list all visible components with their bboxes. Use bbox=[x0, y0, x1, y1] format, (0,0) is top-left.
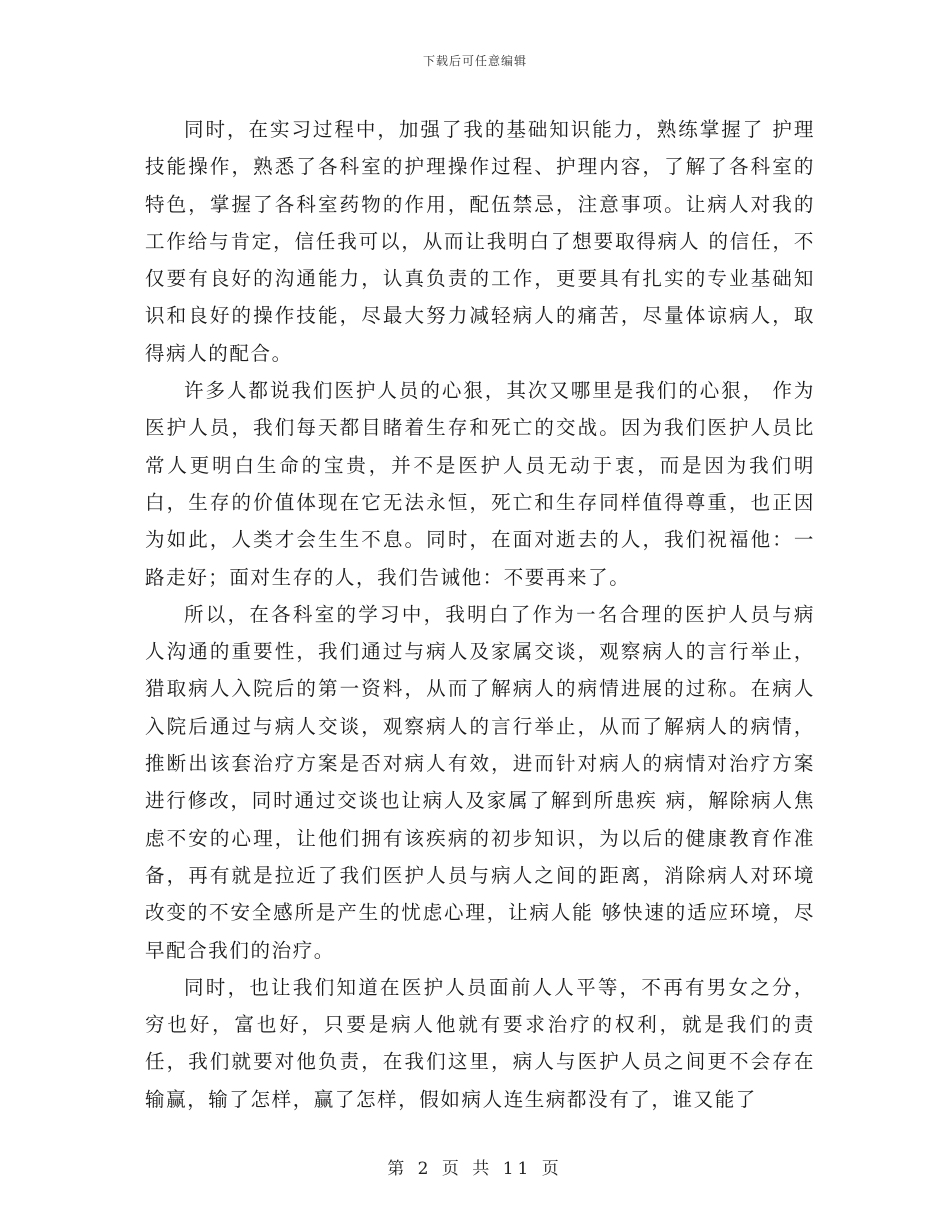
body-text bbox=[145, 111, 815, 1118]
paragraph-3: 所以，在各科室的学习中，我明白了作为一名合理的医护人员与病人沟通的重要性，我们通过与病人及家属交谈，观察病人的言行举止，猎取病人入院后的第一资料，从而了解病人的病情进展的过称。在病人入院后通过与病人交谈，观察病人的言行举止，从而了解病人的病情，推断出该套治疗方案是否对病人有效，进而针对病人的病情对治疗方案进行修改，同时通过交谈也让病人及家属了解到所患疾 病，解除病人焦虑不安的心理，让他们拥有该疾病的初步知识，为以后的健康教育作准备，再有就是拉近了我们医护人员与病人之间的距离，消除病人对环境改变的不安全感所是产生的忧虑心理，让病人能 够快速的适应环境，尽早配合我们的治疗。 bbox=[145, 602, 815, 962]
paragraph-1: 同时，在实习过程中，加强了我的基础知识能力，熟练掌握了 护理技能操作，熟悉了各科室的护理操作过程、护理内容，了解了各科室的特色，掌握了各科室药物的作用，配伍禁忌，注意事项。让病人对我的工作给与肯定，信任我可以，从而让我明白了想要取得病人 的信任，不仅要有良好的沟通能力，认真负责的工作，更要具有扎实的专业基础知识和良好的操作技能，尽最大努力减轻病人的痛苦，尽量体谅病人，取得病人的配合。 bbox=[145, 118, 815, 365]
page-footer: 第 2 页 共 11 页 bbox=[387, 1159, 563, 1179]
paragraph-2: 许多人都说我们医护人员的心狠，其次又哪里是我们的心狠， 作为医护人员，我们每天都目睹着生存和死亡的交战。因为我们医护人员比常人更明白生命的宝贵，并不是医护人员无动于衷，而是因为我们明白，生存的价值体现在它无法永恒，死亡和生存同样值得尊重，也正因为如此，人类才会生生不息。同时，在面对逝去的人，我们祝福他：一路走好；面对生存的人，我们告诫他：不要再来了。 bbox=[145, 379, 815, 589]
paragraph-4: 同时，也让我们知道在医护人员面前人人平等，不再有男女之分，穷也好，富也好，只要是病人他就有要求治疗的权利，就是我们的责任，我们就要对他负责，在我们这里，病人与医护人员之间更不会存在输赢，输了怎样，赢了怎样，假如病人连生病都没有了，谁又能了 bbox=[145, 975, 815, 1111]
page-header: 下载后可任意编辑 bbox=[422, 54, 527, 68]
